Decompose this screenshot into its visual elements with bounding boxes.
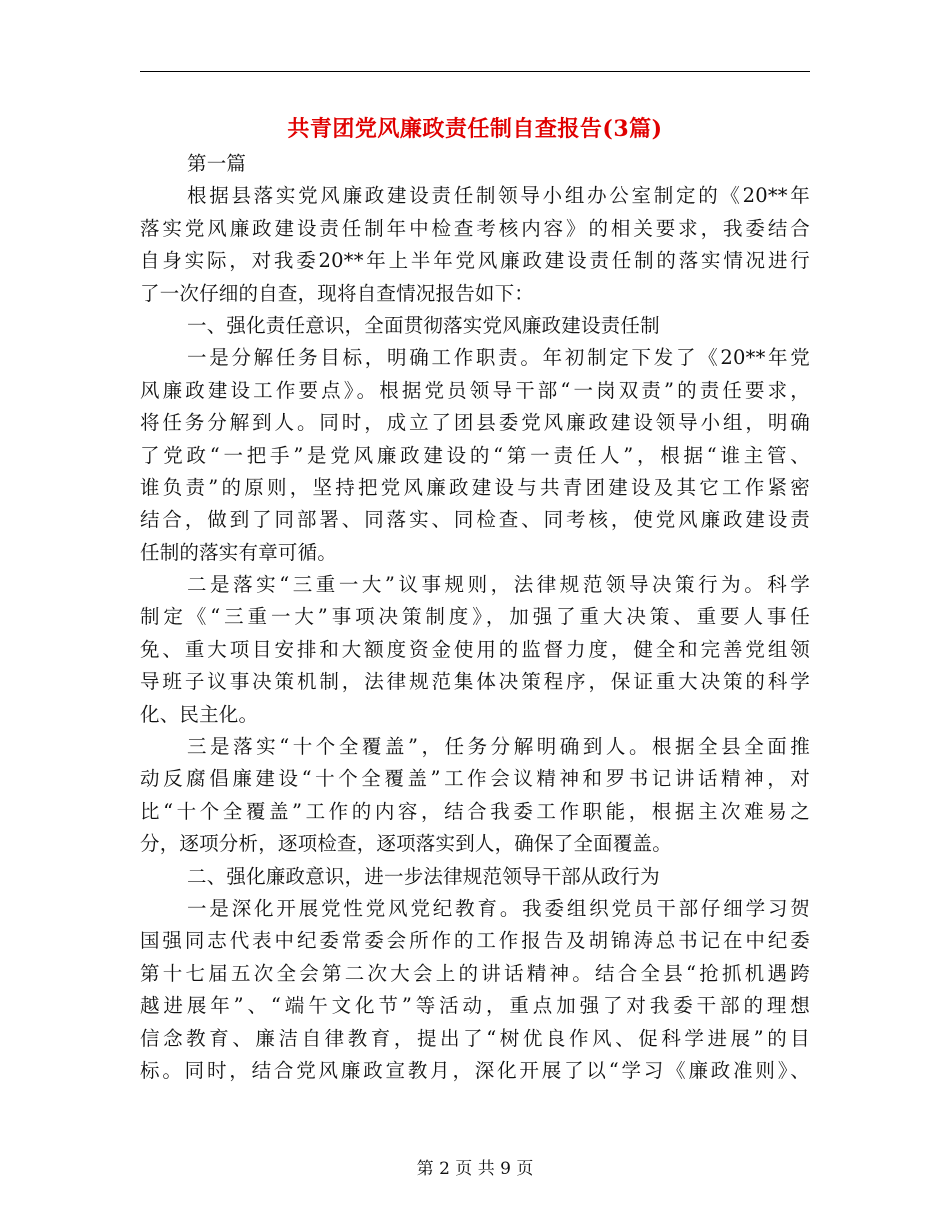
paragraph-line: 谁负责”的原则，坚持把党风廉政建设与共青团建设及其它工作紧密 — [140, 475, 810, 499]
paragraph-line: 自身实际，对我委20**年上半年党风廉政建设责任制的落实情况进行 — [140, 249, 810, 273]
paragraph-line: 制定《“三重一大”事项决策制度》，加强了重大决策、重要人事任 — [140, 605, 810, 629]
section-heading: 第一篇 — [187, 152, 247, 175]
paragraph-line: 标。同时，结合党风廉政宣教月，深化开展了以“学习《廉政准则》、 — [140, 1058, 810, 1082]
paragraph-line: 落实党风廉政建设责任制年中检查考核内容》的相关要求，我委结合 — [140, 216, 810, 240]
subsection-heading: 二、强化廉政意识，进一步法律规范领导干部从政行为 — [187, 864, 660, 888]
paragraph-line: 结合，做到了同部署、同落实、同检查、同考核，使党风廉政建设责 — [140, 508, 810, 532]
paragraph-line: 第十七届五次全会第二次大会上的讲话精神。结合全县“抢抓机遇跨 — [140, 961, 810, 985]
paragraph-line: 了一次仔细的自查，现将自查情况报告如下： — [140, 281, 535, 305]
paragraph-line: 风廉政建设工作要点》。根据党员领导干部“一岗双责”的责任要求， — [140, 378, 810, 402]
paragraph-line: 根据县落实党风廉政建设责任制领导小组办公室制定的《20**年 — [187, 184, 810, 208]
paragraph-line: 二是落实“三重一大”议事规则，法律规范领导决策行为。科学 — [187, 573, 810, 597]
paragraph-line: 任制的落实有章可循。 — [140, 540, 338, 564]
paragraph-line: 导班子议事决策机制，法律规范集体决策程序，保证重大决策的科学 — [140, 670, 810, 694]
document-title: 共青团党风廉政责任制自查报告(3篇) — [287, 116, 663, 142]
paragraph-line: 化、民主化。 — [140, 702, 259, 726]
paragraph-line: 分，逐项分析，逐项检查，逐项落实到人，确保了全面覆盖。 — [140, 832, 672, 856]
paragraph-line: 了党政“一把手”是党风廉政建设的“第一责任人”，根据“谁主管、 — [140, 443, 810, 467]
paragraph-line: 比“十个全覆盖”工作的内容，结合我委工作职能，根据主次难易之 — [140, 799, 810, 823]
paragraph-line: 一是深化开展党性党风党纪教育。我委组织党员干部仔细学习贺 — [187, 896, 810, 920]
header-rule — [140, 71, 810, 72]
paragraph-line: 越进展年”、“端午文化节”等活动，重点加强了对我委干部的理想 — [140, 994, 810, 1018]
paragraph-line: 一是分解任务目标，明确工作职责。年初制定下发了《20**年党 — [187, 346, 810, 370]
paragraph-line: 免、重大项目安排和大额度资金使用的监督力度，健全和完善党组领 — [140, 637, 810, 661]
subsection-heading: 一、强化责任意识，全面贯彻落实党风廉政建设责任制 — [187, 313, 660, 337]
paragraph-line: 三是落实“十个全覆盖”，任务分解明确到人。根据全县全面推 — [187, 735, 810, 759]
paragraph-line: 将任务分解到人。同时，成立了团县委党风廉政建设领导小组，明确 — [140, 411, 810, 435]
paragraph-line: 信念教育、廉洁自律教育，提出了“树优良作风、促科学进展”的目 — [140, 1026, 810, 1050]
paragraph-line: 国强同志代表中纪委常委会所作的工作报告及胡锦涛总书记在中纪委 — [140, 929, 810, 953]
document-body — [140, 148, 810, 1087]
page-number-footer: 第 2 页 共 9 页 — [416, 1159, 534, 1179]
paragraph-line: 动反腐倡廉建设“十个全覆盖”工作会议精神和罗书记讲话精神，对 — [140, 767, 810, 791]
